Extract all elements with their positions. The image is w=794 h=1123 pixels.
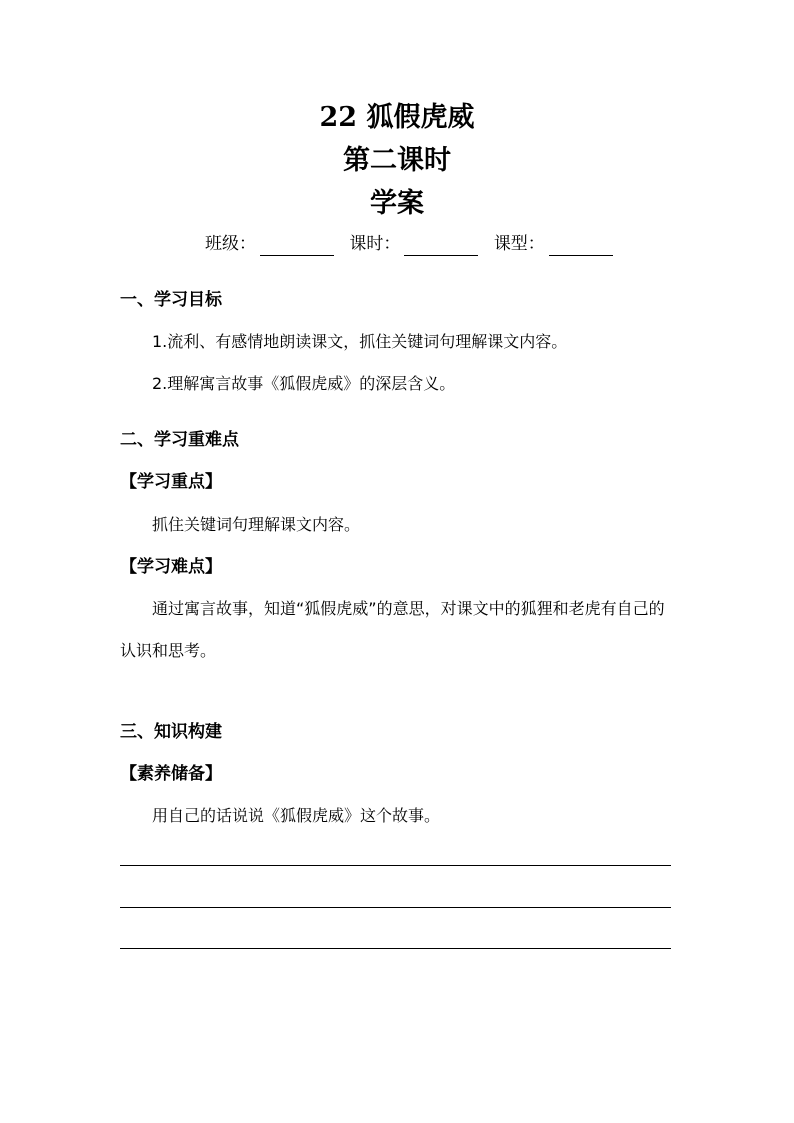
answer-line-3[interactable] xyxy=(120,948,671,949)
type-blank[interactable] xyxy=(549,237,613,256)
key-point-text: 抓住关键词句理解课文内容。 xyxy=(152,515,361,534)
document-type-title: 学案 xyxy=(370,188,424,219)
preparation-text: 用自己的话说说《狐假虎威》这个故事。 xyxy=(152,806,441,825)
answer-line-2[interactable] xyxy=(120,907,671,908)
section2-heading: 二、学习重难点 xyxy=(120,430,239,450)
objective-item-2: 2.理解寓言故事《狐假虎威》的深层含义。 xyxy=(152,374,456,393)
objective-item-1: 1.流利、有感情地朗读课文，抓住关键词句理解课文内容。 xyxy=(152,332,568,351)
type-label: 课型： xyxy=(493,234,545,254)
answer-line-1[interactable] xyxy=(120,865,671,866)
section1-heading: 一、学习目标 xyxy=(120,290,222,310)
key-point-label: 【学习重点】 xyxy=(120,472,222,492)
difficulty-label: 【学习难点】 xyxy=(120,557,222,577)
section3-heading: 三、知识构建 xyxy=(120,722,222,742)
period-label: 课时： xyxy=(349,234,401,254)
lesson-period-title: 第二课时 xyxy=(343,145,451,176)
lesson-title: 22 狐假虎威 xyxy=(319,102,475,133)
meta-row xyxy=(205,232,685,256)
preparation-label: 【素养储备】 xyxy=(120,764,222,784)
class-label: 班级： xyxy=(205,234,256,254)
class-blank[interactable] xyxy=(260,237,334,256)
difficulty-text: 通过寓言故事，知道“狐假虎威”的意思，对课文中的狐狸和老虎有自己的认识和思考。 xyxy=(120,599,665,660)
period-blank[interactable] xyxy=(404,237,478,256)
